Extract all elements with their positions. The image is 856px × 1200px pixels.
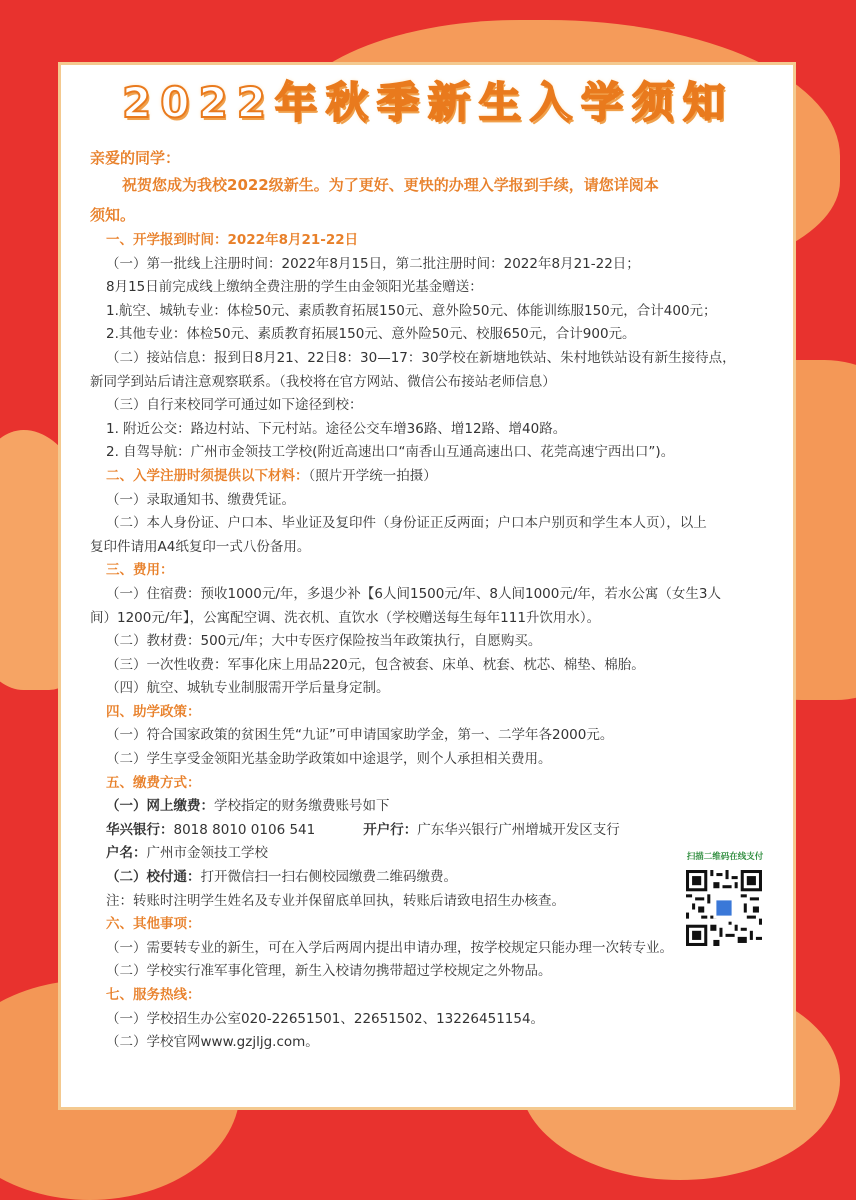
payment-note: 注：转账时注明学生姓名及专业并保留底单回执，转账后请致电招生办核查。: [106, 892, 565, 909]
text-line: （四）航空、城轨专业制服需开学后量身定制。: [106, 680, 390, 697]
section-heading: 五、缴费方式：: [106, 774, 201, 791]
section-heading: 一、开学报到时间：2022年8月21-22日: [106, 232, 359, 248]
bank-account: 8018 8010 0106 541: [173, 821, 316, 838]
payment-wechat: [90, 866, 780, 890]
payment-online-label: （一）网上缴费：: [106, 798, 214, 815]
section-heading: 七、服务热线：: [106, 987, 201, 1003]
payment-qr-code[interactable]: [686, 870, 762, 946]
section-heading: [90, 465, 780, 489]
payment-online: [90, 795, 780, 819]
text-line: 1. 附近公交：路边村站、下元村站。途径公交车增36路、增12路、增40路。: [106, 420, 567, 437]
text-line: （三）一次性收费：军事化床上用品220元，包含被套、床单、枕套、枕芯、棉垫、棉胎。: [106, 656, 645, 673]
payment-wechat-label: （二）校付通：: [106, 869, 201, 886]
holder-label: 户名：: [106, 845, 147, 862]
text-line: 间）1200元/年】，公寓配空调、洗衣机、直饮水（学校赠送每生每年111升饮用水）。: [90, 609, 601, 626]
text-line: （二）学校官网www.gzjljg.com。: [106, 1034, 319, 1051]
section-heading-text: 二、入学注册时须提供以下材料：: [106, 467, 309, 484]
text-line: 复印件请用A4纸复印一式八份备用。: [90, 538, 311, 555]
text-line: 新同学到站后请注意观察联系。（我校将在官方网站、微信公布接站老师信息）: [90, 373, 556, 390]
payment-qr-block: [680, 850, 770, 950]
section-heading: 四、助学政策：: [106, 703, 201, 720]
text-line: （一）住宿费：预收1000元/年，多退少补【6人间1500元/年、8人间1000元/年，若水公寓（女生3人: [106, 585, 721, 602]
text-line: （三）自行来校同学可通过如下途径到校：: [106, 397, 363, 414]
greeting: 亲爱的同学：: [90, 149, 181, 167]
text-line: 2. 自驾导航：广州市金领技工学校(附近高速出口“南香山互通高速出口、花莞高速宁西出口”)。: [106, 444, 675, 461]
intro-line: 须知。: [90, 206, 136, 224]
section-heading: 三、费用：: [106, 562, 174, 579]
payment-wechat-text: 打开微信扫一扫右侧校园缴费二维码缴费。: [200, 869, 457, 886]
text-line: 1.航空、城轨专业：体检50元、素质教育拓展150元、意外险50元、体能训练服150元，合计400元；: [106, 302, 717, 319]
bank-info: [90, 819, 780, 843]
text-line: （一）符合国家政策的贫困生凭“九证”可申请国家助学金，第一、二学年各2000元。: [106, 727, 614, 744]
text-line: （二）学校实行准军事化管理，新生入校请勿携带超过学校规定之外物品。: [106, 963, 552, 980]
text-line: （二）本人身份证、户口本、毕业证及复印件（身份证正反两面；户口本户别页和学生本人页），以上: [106, 515, 707, 532]
qr-caption: 扫描二维码在线支付: [686, 852, 764, 862]
notice-body: [90, 146, 780, 1055]
holder-name: 广州市金领技工学校: [146, 845, 268, 862]
text-line: （一）需要转专业的新生，可在入学后两周内提出申请办理，按学校规定只能办理一次转专业。: [106, 939, 673, 956]
text-line: （二）学生享受金领阳光基金助学政策如中途退学，则个人承担相关费用。: [106, 751, 552, 768]
payment-online-text: 学校指定的财务缴费账号如下: [214, 798, 390, 815]
branch-name: 广东华兴银行广州增城开发区支行: [417, 821, 620, 838]
page-title: 2022年秋季新生入学须知: [122, 78, 734, 127]
section-heading: 六、其他事项：: [106, 916, 201, 933]
intro-line: 祝贺您成为我校2022级新生。为了更好、更快的办理入学报到手续，请您详阅本: [122, 176, 659, 194]
text-line: （一）学校招生办公室020-22651501、22651502、13226451154。: [106, 1010, 545, 1027]
bank-label: 华兴银行：: [106, 821, 174, 838]
text-line: （二）教材费：500元/年；大中专医疗保险按当年政策执行，自愿购买。: [106, 633, 542, 650]
text-line: （二）接站信息：报到日8月21、22日8：30—17：30学校在新塘地铁站、朱村地铁站设有新生接待点，: [106, 349, 736, 366]
text-line: （一）第一批线上注册时间：2022年8月15日，第二批注册时间：2022年8月21-22日；: [106, 255, 640, 272]
branch-label: 开户行：: [363, 821, 418, 838]
text-line: 2.其他专业：体检50元、素质教育拓展150元、意外险50元、校服650元，合计900元。: [106, 326, 636, 343]
holder-info: [90, 842, 780, 866]
section-heading-note: （照片开学统一拍摄）: [308, 467, 437, 484]
text-line: 8月15日前完成线上缴纳全费注册的学生由金领阳光基金赠送：: [106, 279, 483, 296]
text-line: （一）录取通知书、缴费凭证。: [106, 491, 295, 508]
